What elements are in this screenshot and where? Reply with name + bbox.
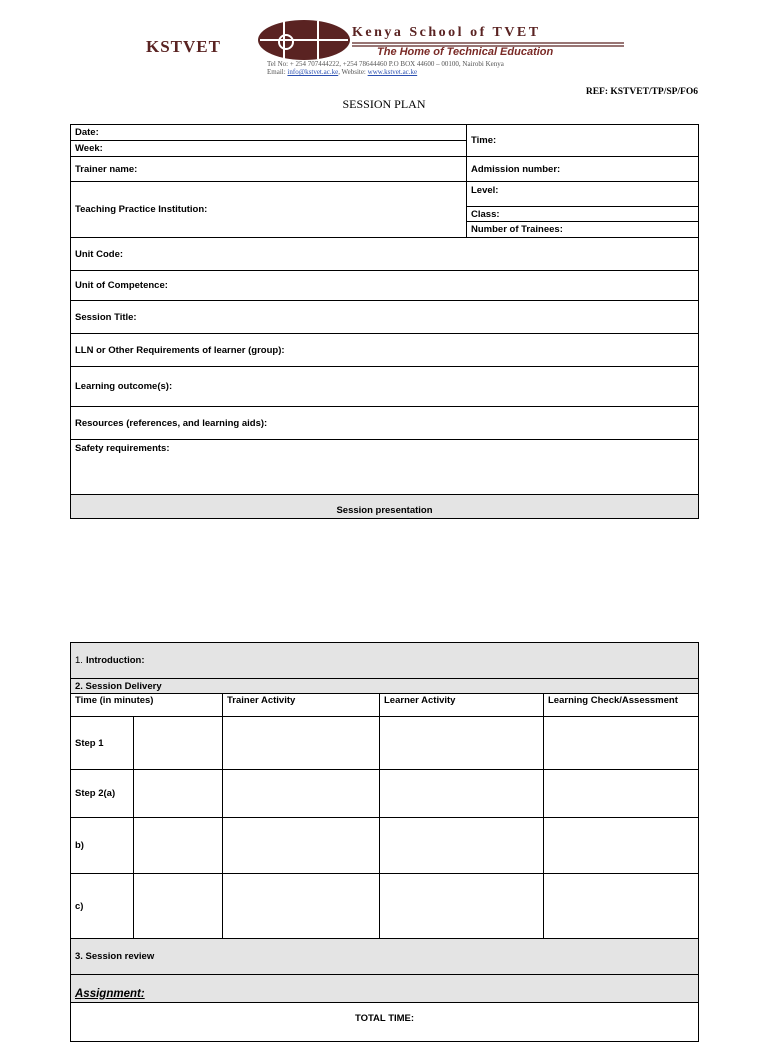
step-label: c)	[70, 873, 134, 939]
column-header-trainer: Trainer Activity	[222, 693, 380, 717]
assessment-input[interactable]	[543, 817, 699, 874]
step-label: Step 2(a)	[70, 769, 134, 818]
reference-code: REF: KSTVET/TP/SP/FO6	[585, 87, 698, 97]
learner-activity-input[interactable]	[379, 716, 544, 770]
assignment-label: Assignment:	[75, 987, 145, 1000]
contact-phone: Tel No: + 254 707444222, +254 78644460 P.O BOX 44600 – 00100, Nairobi Kenya	[267, 60, 504, 68]
column-header-assessment: Learning Check/Assessment	[543, 693, 699, 717]
resources-field[interactable]: Resources (references, and learning aids):	[70, 406, 699, 440]
session-presentation-header: Session presentation	[70, 494, 699, 519]
lln-field[interactable]: LLN or Other Requirements of learner (group):	[70, 333, 699, 367]
date-field[interactable]: Date:	[70, 124, 467, 141]
assessment-input[interactable]	[543, 873, 699, 939]
column-header-time: Time (in minutes)	[70, 693, 223, 717]
assessment-input[interactable]	[543, 716, 699, 770]
institution-field[interactable]: Teaching Practice Institution:	[70, 181, 467, 238]
logo-emblem	[256, 18, 352, 62]
email-link[interactable]: info@kstvet.ac.ke	[287, 68, 339, 76]
step-label: Step 1	[70, 716, 134, 770]
column-header-learner: Learner Activity	[379, 693, 544, 717]
email-label: Email:	[267, 68, 288, 76]
admission-number-field[interactable]: Admission number:	[466, 156, 699, 182]
class-field[interactable]: Class:	[466, 206, 699, 222]
trainer-name-field[interactable]: Trainer name:	[70, 156, 467, 182]
learner-activity-input[interactable]	[379, 769, 544, 818]
introduction-number: 1.	[75, 655, 83, 666]
assessment-input[interactable]	[543, 769, 699, 818]
step-label: b)	[70, 817, 134, 874]
introduction-row[interactable]	[70, 642, 699, 679]
safety-field[interactable]: Safety requirements:	[70, 439, 699, 495]
website-link[interactable]: www.kstvet.ac.ke	[367, 68, 418, 76]
unit-code-field[interactable]: Unit Code:	[70, 237, 699, 271]
time-input[interactable]	[133, 769, 223, 818]
time-input[interactable]	[133, 873, 223, 939]
page-title: SESSION PLAN	[342, 97, 426, 111]
unit-competence-field[interactable]: Unit of Competence:	[70, 270, 699, 301]
trainees-field[interactable]: Number of Trainees:	[466, 221, 699, 238]
learner-activity-input[interactable]	[379, 873, 544, 939]
time-input[interactable]	[133, 716, 223, 770]
website-label: , Website:	[338, 68, 368, 76]
time-field[interactable]: Time:	[466, 124, 699, 157]
session-review-row[interactable]: 3. Session review	[70, 938, 699, 975]
tagline: The Home of Technical Education	[377, 46, 554, 58]
trainer-activity-input[interactable]	[222, 873, 380, 939]
introduction-label: Introduction:	[85, 655, 145, 666]
trainer-activity-input[interactable]	[222, 716, 380, 770]
school-name: Kenya School of TVET	[352, 25, 541, 40]
session-delivery-header: 2. Session Delivery	[70, 678, 699, 694]
time-input[interactable]	[133, 817, 223, 874]
learning-outcomes-field[interactable]: Learning outcome(s):	[70, 366, 699, 407]
assignment-row[interactable]	[70, 974, 699, 1003]
contact-info	[267, 60, 504, 76]
brand-name: KSTVET	[146, 37, 221, 56]
week-field[interactable]: Week:	[70, 140, 467, 157]
learner-activity-input[interactable]	[379, 817, 544, 874]
trainer-activity-input[interactable]	[222, 769, 380, 818]
trainer-activity-input[interactable]	[222, 817, 380, 874]
session-title-field[interactable]: Session Title:	[70, 300, 699, 334]
level-field[interactable]: Level:	[466, 181, 699, 207]
total-time-row[interactable]: TOTAL TIME:	[70, 1002, 699, 1042]
contact-email-web	[267, 68, 504, 76]
